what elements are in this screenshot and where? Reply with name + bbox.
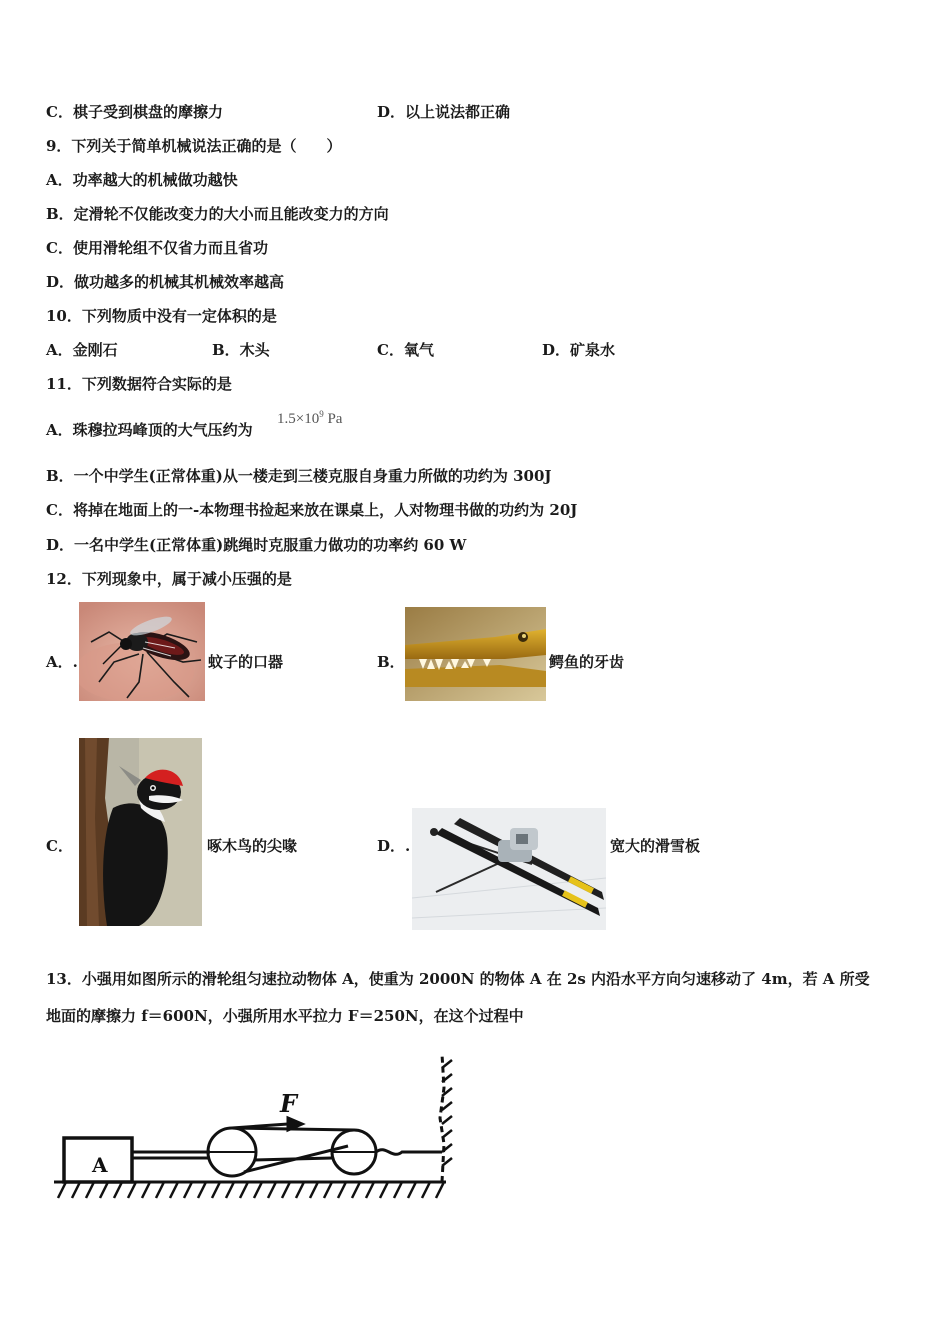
woodpecker-image [79,738,202,926]
q12-stem: 12．下列现象中，属于减小压强的是 [46,570,292,588]
q12-option-a-text: 蚊子的口器 [208,653,284,671]
q9-option-d: D．做功越多的机械其机械效率越高 [46,273,285,291]
pulley-diagram [48,1048,458,1208]
q12-option-d-letter: D．. [377,837,411,855]
q8-option-c: C．棋子受到棋盘的摩擦力 [46,103,223,121]
q12-option-c-text: 啄木鸟的尖喙 [207,837,298,855]
q12-option-b-letter: B． [377,653,405,671]
q10-option-c: C．氧气 [377,341,434,359]
q10-option-b: B．木头 [212,341,270,359]
pressure-formula [277,409,342,428]
q10-stem: 10．下列物质中没有一定体积的是 [46,307,277,325]
q10-option-a: A．金刚石 [46,341,118,359]
diagram-label-f: F [280,1089,298,1118]
q12-option-a-letter: A．. [46,653,78,671]
q11-option-b: B．一个中学生(正常体重)从一楼走到三楼克服自身重力所做的功约为 300J [46,467,552,485]
q11-stem: 11．下列数据符合实际的是 [46,375,232,393]
q9-stem: 9．下列关于简单机械说法正确的是（ ） [46,137,342,155]
formula-unit: Pa [323,411,343,427]
formula-exponent: 9 [319,409,324,419]
q9-option-b: B．定滑轮不仅能改变力的大小而且能改变力的方向 [46,205,389,223]
q11-option-a: A．珠穆拉玛峰顶的大气压约为 [46,421,253,439]
q12-option-d-text: 宽大的滑雪板 [610,837,701,855]
crocodile-image [405,607,546,701]
q9-option-a: A．功率越大的机械做功越快 [46,171,238,189]
q11-option-d: D．一名中学生(正常体重)跳绳时克服重力做功的功率约 60 W [46,536,467,554]
q10-option-d: D．矿泉水 [542,341,616,359]
q12-option-b-text: 鳄鱼的牙齿 [549,653,625,671]
q9-option-c: C．使用滑轮组不仅省力而且省功 [46,239,268,257]
ski-image [412,808,606,930]
q8-option-d: D．以上说法都正确 [377,103,511,121]
formula-base: 1.5×10 [277,411,320,427]
mosquito-image [79,602,205,701]
q12-option-c-letter: C． [46,837,73,855]
q13-stem-line2: 地面的摩擦力 f＝600N，小强所用水平拉力 F＝250N，在这个过程中 [46,1007,524,1025]
q11-option-c: C．将掉在地面上的一-本物理书捡起来放在课桌上，人对物理书做的功约为 20J [46,501,578,519]
q13-stem-line1: 13．小强用如图所示的滑轮组匀速拉动物体 A，使重为 2000N 的物体 A 在 2s 内沿水平方向匀速移动了 4m，若 A 所受 [46,970,870,988]
diagram-label-a: A [92,1153,108,1177]
